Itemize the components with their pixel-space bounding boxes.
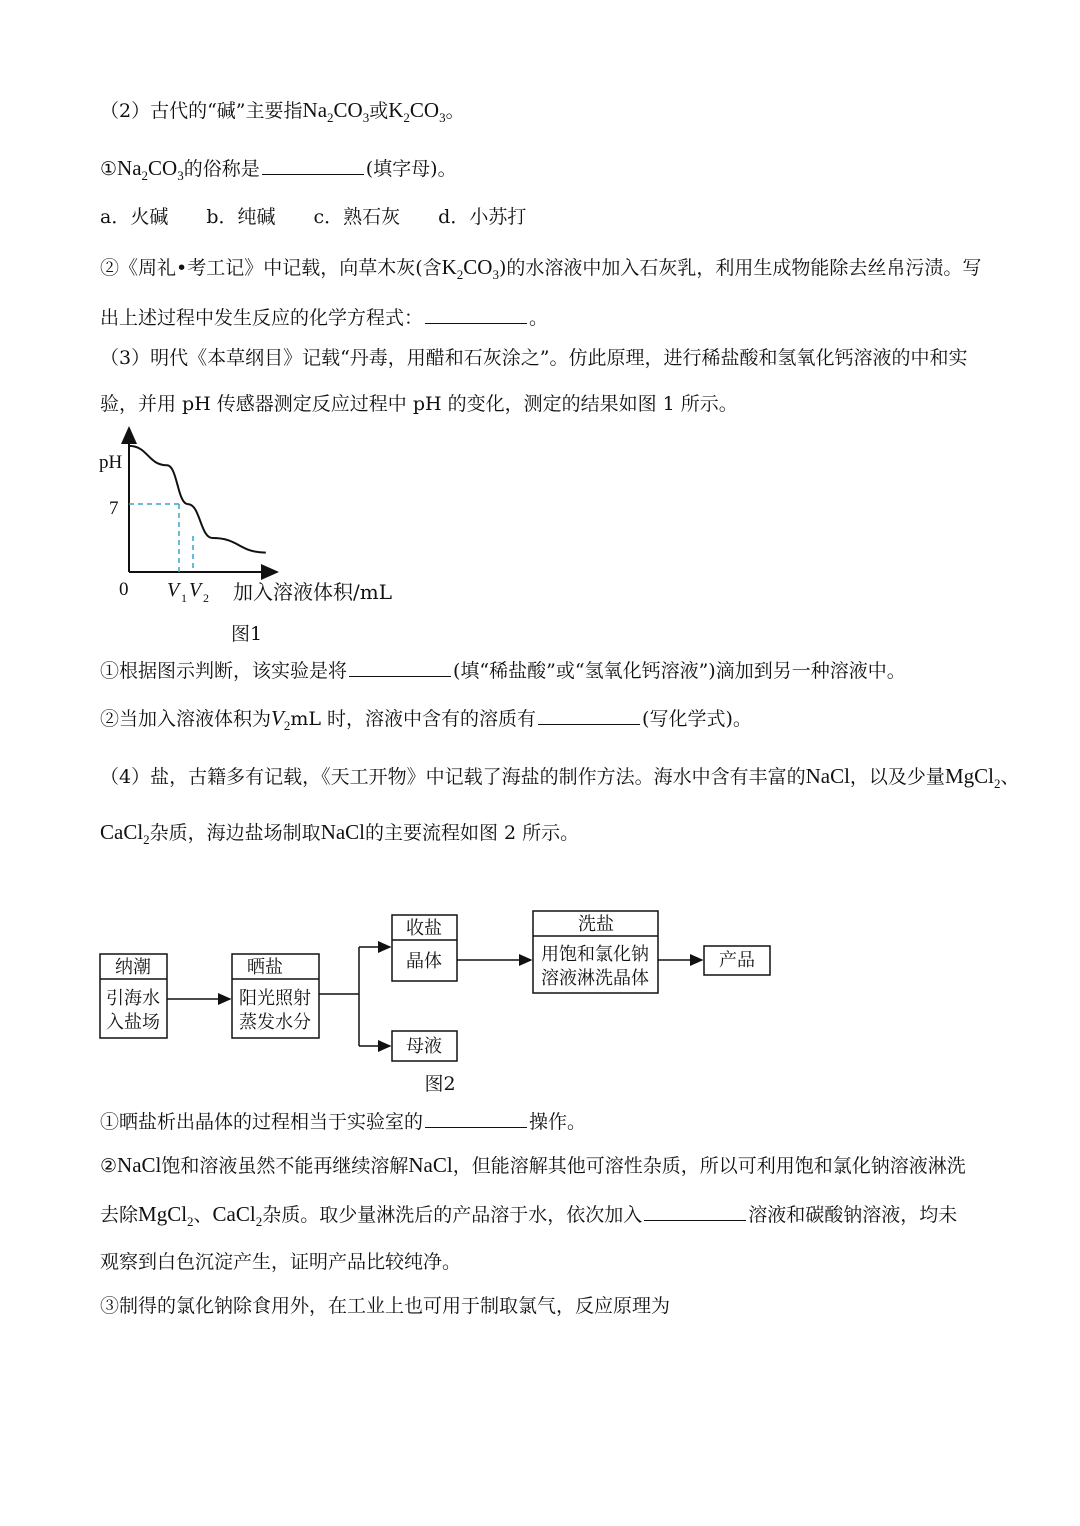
q2-sub2-line2: 出上述过程中发生反应的化学方程式： 。 [100,307,549,329]
answer-blank-q4-1[interactable] [425,1109,527,1128]
muye-label: 母液 [406,1036,442,1057]
y-axis-label: pH [99,452,123,473]
q2-options [100,205,564,229]
shouyan-title: 收盐 [406,918,442,939]
shouyan-body: 晶体 [406,951,442,972]
q2-sub1: $①Na_2CO_3$的俗称是 (填字母)。 [100,156,457,183]
shaiyan-body1: 阳光照射 [239,988,311,1009]
q4-sub2-line2: 去除MgCl$_2$、CaCl$_2$杂质。取少量淋洗后的产品溶于水，依次加入 溶液和碳酸钠溶液，均未 [100,1202,958,1229]
x-axis-label: 加入溶液体积/mL [233,580,392,604]
q3-para-line2: 验，并用 pH 传感器测定反应过程中 pH 的变化，测定的结果如图 1 所示。 [100,393,738,415]
xiyan-body2: 溶液淋洗晶体 [541,968,649,989]
x-tick-v1: V [167,579,180,601]
answer-blank-q4-2[interactable] [644,1202,746,1221]
product-label: 产品 [719,950,755,971]
q4-sub3: ③制得的氯化钠除食用外，在工业上也可用于制取氯气，反应原理为 [100,1295,671,1317]
q4-para-line2: CaCl$_2$杂质，海边盐场制取NaCl的主要流程如图 2 所示。 [100,820,580,847]
x-tick-v2-sub: 2 [203,591,209,605]
shaiyan-title: 晒盐 [247,957,283,978]
option-b[interactable]: b．纯碱 [206,206,276,228]
nachao-body2: 入盐场 [106,1012,160,1033]
origin-label: 0 [119,579,129,600]
answer-blank-q3-2[interactable] [538,706,640,725]
xiyan-title: 洗盐 [578,914,614,935]
x-tick-v1-sub: 1 [181,591,187,605]
option-a[interactable]: a．火碱 [100,206,169,228]
option-d[interactable]: d．小苏打 [438,206,527,228]
xiyan-body1: 用饱和氯化钠 [541,944,649,965]
q3-sub2: ②当加入溶液体积为$V_2mL$ 时，溶液中含有的溶质有 (写化学式)。 [100,706,752,733]
x-tick-v2: V [189,579,202,601]
ph-curve [129,446,266,553]
q3-sub1: ①根据图示判断，该实验是将 (填“稀盐酸”或“氢氧化钙溶液”)滴加到另一种溶液中。 [100,660,906,682]
ph-chart [95,420,415,645]
answer-blank-q2-2[interactable] [425,305,527,324]
figure2-caption: 图2 [424,1073,456,1095]
answer-blank-q3-1[interactable] [349,658,451,677]
nachao-title: 纳潮 [115,957,151,978]
nachao-body1: 引海水 [106,988,160,1009]
q2-sub2-line1: ②《周礼•考工记》中记载，向草木灰(含$K_2CO_3$)的水溶液中加入石灰乳，利用生成物能除去丝帛污渍。写 [100,255,982,282]
q4-sub1: ①晒盐析出晶体的过程相当于实验室的 操作。 [100,1111,587,1133]
answer-blank-q2-1[interactable] [262,156,364,175]
salt-flow-diagram [0,900,1080,1100]
q3-para-line1: （3）明代《本草纲目》记载“丹毒，用醋和石灰涂之”。仿此原理，进行稀盐酸和氢氧化钙溶液的中和实 [100,347,968,369]
q4-sub2-line1: ②NaCl饱和溶液虽然不能再继续溶解NaCl，但能溶解其他可溶性杂质，所以可利用饱和氯化钠溶液淋洗 [100,1153,966,1177]
q4-para-line1: （4）盐，古籍多有记载，《天工开物》中记载了海盐的制作方法。海水中含有丰富的NaCl，以及少量MgCl$_2$、 [100,764,1020,791]
shaiyan-body2: 蒸发水分 [239,1012,311,1033]
q4-sub2-line3: 观察到白色沉淀产生，证明产品比较纯净。 [100,1251,462,1273]
y-tick-7: 7 [109,498,119,519]
q2-intro: （2）古代的“碱”主要指$Na_2CO_3$或$K_2CO_3$。 [100,98,465,125]
option-c[interactable]: c．熟石灰 [313,206,401,228]
figure1-caption: 图1 [231,623,263,645]
